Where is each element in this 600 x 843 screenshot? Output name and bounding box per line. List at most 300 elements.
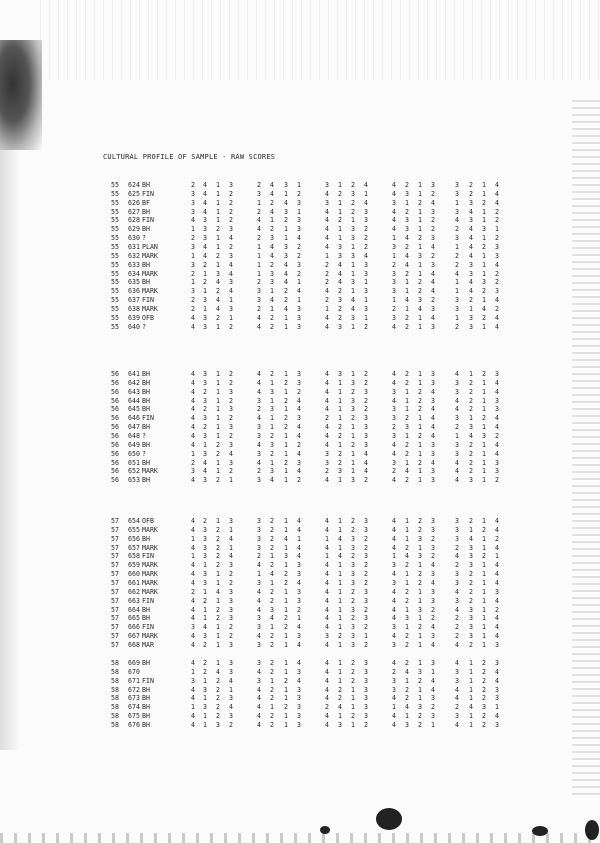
score-cell: 3	[455, 234, 459, 243]
score-cell: 2	[469, 405, 473, 414]
score-cell: 1	[203, 440, 207, 449]
score-cell: 4	[191, 614, 195, 623]
score-cell: 2	[270, 685, 274, 694]
group-code: 55	[111, 278, 119, 287]
score-cell: 3	[469, 632, 473, 641]
score-cell: 3	[364, 414, 368, 423]
score-cell: 1	[351, 287, 355, 296]
occupation-label: BH	[142, 694, 150, 703]
group-code: 57	[111, 605, 119, 614]
score-cell: 3	[203, 703, 207, 712]
score-cell: 4	[297, 234, 301, 243]
occupation-label: BH	[142, 387, 150, 396]
score-cell: 4	[270, 251, 274, 260]
score-cell: 4	[495, 525, 499, 534]
score-cell: 4	[338, 260, 342, 269]
score-cell: 2	[405, 449, 409, 458]
score-cell: 2	[495, 431, 499, 440]
score-cell: 4	[455, 467, 459, 476]
score-cell: 1	[284, 476, 288, 485]
score-cell: 3	[297, 313, 301, 322]
score-cell: 1	[482, 476, 486, 485]
score-cell: 1	[405, 458, 409, 467]
score-cell: 3	[203, 525, 207, 534]
score-cell: 3	[364, 703, 368, 712]
score-cell: 2	[284, 623, 288, 632]
respondent-id: 644	[128, 396, 140, 405]
occupation-label: PLAN	[142, 242, 158, 251]
score-cell: 4	[325, 476, 329, 485]
score-cell: 3	[392, 458, 396, 467]
score-cell: 1	[284, 225, 288, 234]
score-cell: 2	[216, 712, 220, 721]
score-cell: 3	[482, 703, 486, 712]
score-cell: 4	[270, 476, 274, 485]
score-cell: 2	[364, 534, 368, 543]
score-cell: 2	[418, 517, 422, 525]
score-cell: 3	[431, 632, 435, 641]
score-cell: 4	[325, 378, 329, 387]
score-cell: 3	[455, 207, 459, 216]
score-cell: 3	[364, 207, 368, 216]
score-cell: 1	[418, 414, 422, 423]
score-cell: 1	[405, 287, 409, 296]
score-cell: 3	[351, 476, 355, 485]
score-cell: 3	[392, 242, 396, 251]
score-cell: 3	[392, 414, 396, 423]
score-cell: 2	[257, 234, 261, 243]
occupation-label: BH	[142, 720, 150, 729]
occupation-label: MARK	[142, 304, 158, 313]
score-cell: 3	[431, 712, 435, 721]
score-cell: 3	[229, 614, 233, 623]
score-cell: 2	[364, 623, 368, 632]
score-cell: 4	[257, 667, 261, 676]
score-cell: 4	[392, 476, 396, 485]
score-cell: 1	[270, 414, 274, 423]
group-code: 57	[111, 578, 119, 587]
score-cell: 2	[297, 251, 301, 260]
score-cell: 4	[191, 570, 195, 579]
respondent-id: 664	[128, 605, 140, 614]
score-cell: 3	[431, 570, 435, 579]
score-cell: 2	[338, 431, 342, 440]
score-cell: 4	[191, 578, 195, 587]
score-cell: 1	[482, 534, 486, 543]
score-cell: 1	[338, 587, 342, 596]
respondent-id: 655	[128, 525, 140, 534]
score-cell: 4	[469, 703, 473, 712]
score-cell: 4	[216, 296, 220, 305]
score-cell: 1	[284, 685, 288, 694]
score-cell: 2	[325, 296, 329, 305]
score-cell: 1	[364, 189, 368, 198]
score-cell: 3	[495, 405, 499, 414]
score-cell: 4	[270, 242, 274, 251]
score-cell: 3	[257, 287, 261, 296]
score-cell: 4	[495, 632, 499, 641]
score-cell: 3	[431, 467, 435, 476]
score-cell: 4	[431, 578, 435, 587]
score-cell: 4	[455, 659, 459, 667]
score-cell: 2	[364, 543, 368, 552]
score-cell: 4	[325, 623, 329, 632]
score-cell: 4	[229, 703, 233, 712]
score-cell: 3	[469, 623, 473, 632]
score-cell: 3	[431, 396, 435, 405]
score-cell: 2	[270, 587, 274, 596]
score-cell: 4	[392, 534, 396, 543]
score-cell: 2	[338, 189, 342, 198]
score-cell: 4	[455, 370, 459, 378]
score-cell: 1	[229, 525, 233, 534]
score-cell: 4	[257, 225, 261, 234]
score-cell: 3	[364, 694, 368, 703]
score-cell: 1	[216, 189, 220, 198]
score-cell: 4	[392, 587, 396, 596]
score-cell: 3	[455, 387, 459, 396]
score-cell: 4	[297, 405, 301, 414]
score-cell: 1	[405, 525, 409, 534]
respondent-id: 671	[128, 676, 140, 685]
score-cell: 3	[351, 623, 355, 632]
score-cell: 4	[297, 431, 301, 440]
score-cell: 4	[392, 525, 396, 534]
score-cell: 3	[351, 570, 355, 579]
group-code: 57	[111, 517, 119, 525]
group-code: 58	[111, 659, 119, 667]
score-cell: 4	[191, 659, 195, 667]
score-cell: 3	[455, 378, 459, 387]
respondent-id: 658	[128, 552, 140, 561]
score-cell: 2	[216, 561, 220, 570]
score-cell: 2	[495, 278, 499, 287]
score-cell: 2	[495, 207, 499, 216]
score-cell: 3	[392, 278, 396, 287]
score-cell: 2	[338, 458, 342, 467]
score-cell: 2	[351, 414, 355, 423]
score-cell: 1	[257, 260, 261, 269]
occupation-label: MARK	[142, 543, 158, 552]
score-cell: 4	[325, 517, 329, 525]
score-cell: 4	[325, 370, 329, 378]
score-cell: 1	[392, 296, 396, 305]
respondent-id: 656	[128, 534, 140, 543]
score-cell: 1	[338, 614, 342, 623]
score-cell: 4	[495, 440, 499, 449]
score-cell: 1	[469, 525, 473, 534]
score-cell: 1	[216, 378, 220, 387]
score-cell: 1	[418, 587, 422, 596]
score-cell: 2	[431, 251, 435, 260]
respondent-id: 675	[128, 712, 140, 721]
score-cell: 4	[325, 676, 329, 685]
score-cell: 3	[191, 676, 195, 685]
score-cell: 3	[351, 189, 355, 198]
score-cell: 3	[297, 685, 301, 694]
score-cell: 2	[270, 198, 274, 207]
score-cell: 3	[203, 216, 207, 225]
score-cell: 2	[191, 458, 195, 467]
score-cell: 3	[203, 378, 207, 387]
score-cell: 1	[229, 313, 233, 322]
score-cell: 3	[297, 260, 301, 269]
score-cell: 2	[270, 322, 274, 331]
score-cell: 1	[392, 234, 396, 243]
score-cell: 4	[297, 423, 301, 432]
score-cell: 2	[191, 269, 195, 278]
score-cell: 2	[297, 189, 301, 198]
score-cell: 2	[418, 525, 422, 534]
score-cell: 1	[338, 225, 342, 234]
score-cell: 1	[216, 458, 220, 467]
respondent-id: 630	[128, 234, 140, 243]
score-cell: 3	[203, 449, 207, 458]
group-code: 55	[111, 269, 119, 278]
score-cell: 1	[257, 198, 261, 207]
score-cell: 4	[203, 189, 207, 198]
score-cell: 4	[455, 685, 459, 694]
score-cell: 4	[325, 659, 329, 667]
score-cell: 3	[469, 198, 473, 207]
score-cell: 4	[495, 517, 499, 525]
score-cell: 3	[351, 405, 355, 414]
score-cell: 2	[229, 207, 233, 216]
score-cell: 1	[216, 370, 220, 378]
score-cell: 3	[469, 322, 473, 331]
score-cell: 2	[297, 387, 301, 396]
score-cell: 2	[364, 720, 368, 729]
score-cell: 4	[203, 198, 207, 207]
score-cell: 3	[203, 570, 207, 579]
score-cell: 4	[325, 543, 329, 552]
score-cell: 3	[364, 712, 368, 721]
score-cell: 3	[191, 198, 195, 207]
score-cell: 1	[405, 534, 409, 543]
score-cell: 2	[351, 667, 355, 676]
score-cell: 2	[469, 396, 473, 405]
scan-noise-top	[40, 0, 600, 80]
score-cell: 3	[392, 313, 396, 322]
score-cell: 1	[325, 304, 329, 313]
score-cell: 3	[229, 423, 233, 432]
score-cell: 4	[191, 517, 195, 525]
score-cell: 3	[229, 587, 233, 596]
score-cell: 1	[482, 640, 486, 649]
score-cell: 2	[351, 440, 355, 449]
score-cell: 4	[270, 614, 274, 623]
score-cell: 2	[270, 694, 274, 703]
score-cell: 2	[455, 260, 459, 269]
group-code: 55	[111, 198, 119, 207]
score-cell: 3	[405, 225, 409, 234]
score-cell: 3	[455, 712, 459, 721]
score-cell: 2	[351, 712, 355, 721]
score-cell: 4	[257, 703, 261, 712]
score-cell: 4	[455, 694, 459, 703]
score-cell: 4	[191, 378, 195, 387]
score-cell: 2	[270, 632, 274, 641]
score-cell: 4	[325, 313, 329, 322]
score-cell: 2	[482, 198, 486, 207]
respondent-id: 627	[128, 207, 140, 216]
score-cell: 3	[325, 181, 329, 189]
score-cell: 1	[351, 685, 355, 694]
occupation-label: BH	[142, 225, 150, 234]
score-cell: 3	[284, 181, 288, 189]
score-cell: 1	[418, 181, 422, 189]
score-cell: 1	[495, 225, 499, 234]
score-cell: 2	[284, 458, 288, 467]
respondent-id: 647	[128, 423, 140, 432]
score-cell: 1	[351, 242, 355, 251]
respondent-id: 650	[128, 449, 140, 458]
score-cell: 4	[270, 181, 274, 189]
score-cell: 3	[431, 543, 435, 552]
score-cell: 3	[297, 216, 301, 225]
score-cell: 3	[297, 570, 301, 579]
score-cell: 1	[431, 720, 435, 729]
score-cell: 1	[469, 676, 473, 685]
score-cell: 2	[418, 676, 422, 685]
score-cell: 2	[482, 667, 486, 676]
score-cell: 4	[495, 623, 499, 632]
score-cell: 3	[203, 543, 207, 552]
occupation-label: BH	[142, 712, 150, 721]
score-cell: 2	[284, 378, 288, 387]
score-cell: 1	[270, 676, 274, 685]
score-cell: 4	[495, 449, 499, 458]
score-cell: 4	[495, 296, 499, 305]
score-cell: 1	[284, 632, 288, 641]
score-cell: 1	[364, 313, 368, 322]
score-cell: 1	[351, 431, 355, 440]
score-cell: 3	[455, 440, 459, 449]
score-cell: 4	[405, 251, 409, 260]
group-code: 55	[111, 189, 119, 198]
score-cell: 2	[495, 534, 499, 543]
score-cell: 3	[203, 234, 207, 243]
score-cell: 3	[229, 458, 233, 467]
respondent-id: 672	[128, 685, 140, 694]
score-cell: 2	[469, 467, 473, 476]
score-cell: 2	[418, 720, 422, 729]
score-cell: 1	[482, 322, 486, 331]
score-cell: 3	[364, 440, 368, 449]
score-cell: 3	[229, 667, 233, 676]
score-cell: 3	[392, 676, 396, 685]
score-cell: 3	[469, 543, 473, 552]
score-cell: 2	[297, 242, 301, 251]
respondent-id: 661	[128, 578, 140, 587]
score-cell: 2	[325, 278, 329, 287]
score-cell: 1	[405, 278, 409, 287]
score-cell: 1	[418, 225, 422, 234]
score-cell: 3	[392, 685, 396, 694]
score-cell: 3	[351, 396, 355, 405]
score-cell: 1	[482, 605, 486, 614]
score-cell: 2	[405, 632, 409, 641]
score-cell: 3	[364, 517, 368, 525]
score-cell: 1	[351, 458, 355, 467]
score-cell: 4	[297, 578, 301, 587]
occupation-label: OFB	[142, 313, 154, 322]
group-code: 55	[111, 260, 119, 269]
score-cell: 3	[203, 396, 207, 405]
respondent-id: 632	[128, 251, 140, 260]
score-cell: 2	[482, 694, 486, 703]
score-cell: 4	[455, 216, 459, 225]
score-cell: 1	[338, 676, 342, 685]
respondent-id: 660	[128, 570, 140, 579]
score-cell: 2	[284, 216, 288, 225]
score-cell: 1	[297, 614, 301, 623]
score-cell: 1	[216, 570, 220, 579]
score-cell: 3	[284, 251, 288, 260]
score-cell: 3	[216, 720, 220, 729]
score-cell: 1	[216, 234, 220, 243]
score-cell: 3	[469, 313, 473, 322]
score-cell: 2	[392, 304, 396, 313]
occupation-label: FIN	[142, 552, 154, 561]
score-cell: 4	[191, 423, 195, 432]
score-cell: 1	[364, 296, 368, 305]
score-cell: 3	[469, 260, 473, 269]
score-cell: 1	[270, 578, 274, 587]
score-cell: 4	[392, 225, 396, 234]
score-cell: 1	[418, 614, 422, 623]
score-cell: 4	[405, 234, 409, 243]
score-cell: 3	[257, 296, 261, 305]
score-cell: 2	[469, 587, 473, 596]
score-cell: 1	[216, 632, 220, 641]
score-cell: 1	[418, 694, 422, 703]
group-code: 55	[111, 313, 119, 322]
score-cell: 3	[455, 449, 459, 458]
score-cell: 2	[392, 260, 396, 269]
score-cell: 4	[392, 694, 396, 703]
score-cell: 2	[482, 287, 486, 296]
score-cell: 2	[351, 676, 355, 685]
score-cell: 1	[216, 423, 220, 432]
score-cell: 1	[338, 207, 342, 216]
respondent-id: 651	[128, 458, 140, 467]
score-cell: 1	[216, 596, 220, 605]
score-cell: 1	[284, 667, 288, 676]
score-cell: 4	[392, 614, 396, 623]
score-cell: 1	[229, 543, 233, 552]
respondent-id: 649	[128, 440, 140, 449]
score-cell: 2	[191, 304, 195, 313]
score-cell: 2	[482, 525, 486, 534]
score-cell: 4	[469, 225, 473, 234]
score-cell: 1	[203, 694, 207, 703]
score-cell: 1	[405, 517, 409, 525]
score-cell: 3	[364, 587, 368, 596]
group-code: 58	[111, 720, 119, 729]
score-cell: 2	[482, 552, 486, 561]
score-cell: 1	[418, 370, 422, 378]
group-code: 56	[111, 378, 119, 387]
score-cell: 3	[257, 517, 261, 525]
occupation-label: FIN	[142, 596, 154, 605]
group-code: 55	[111, 207, 119, 216]
score-cell: 2	[216, 605, 220, 614]
score-cell: 2	[229, 216, 233, 225]
score-cell: 2	[405, 440, 409, 449]
score-cell: 4	[392, 322, 396, 331]
score-cell: 2	[338, 632, 342, 641]
